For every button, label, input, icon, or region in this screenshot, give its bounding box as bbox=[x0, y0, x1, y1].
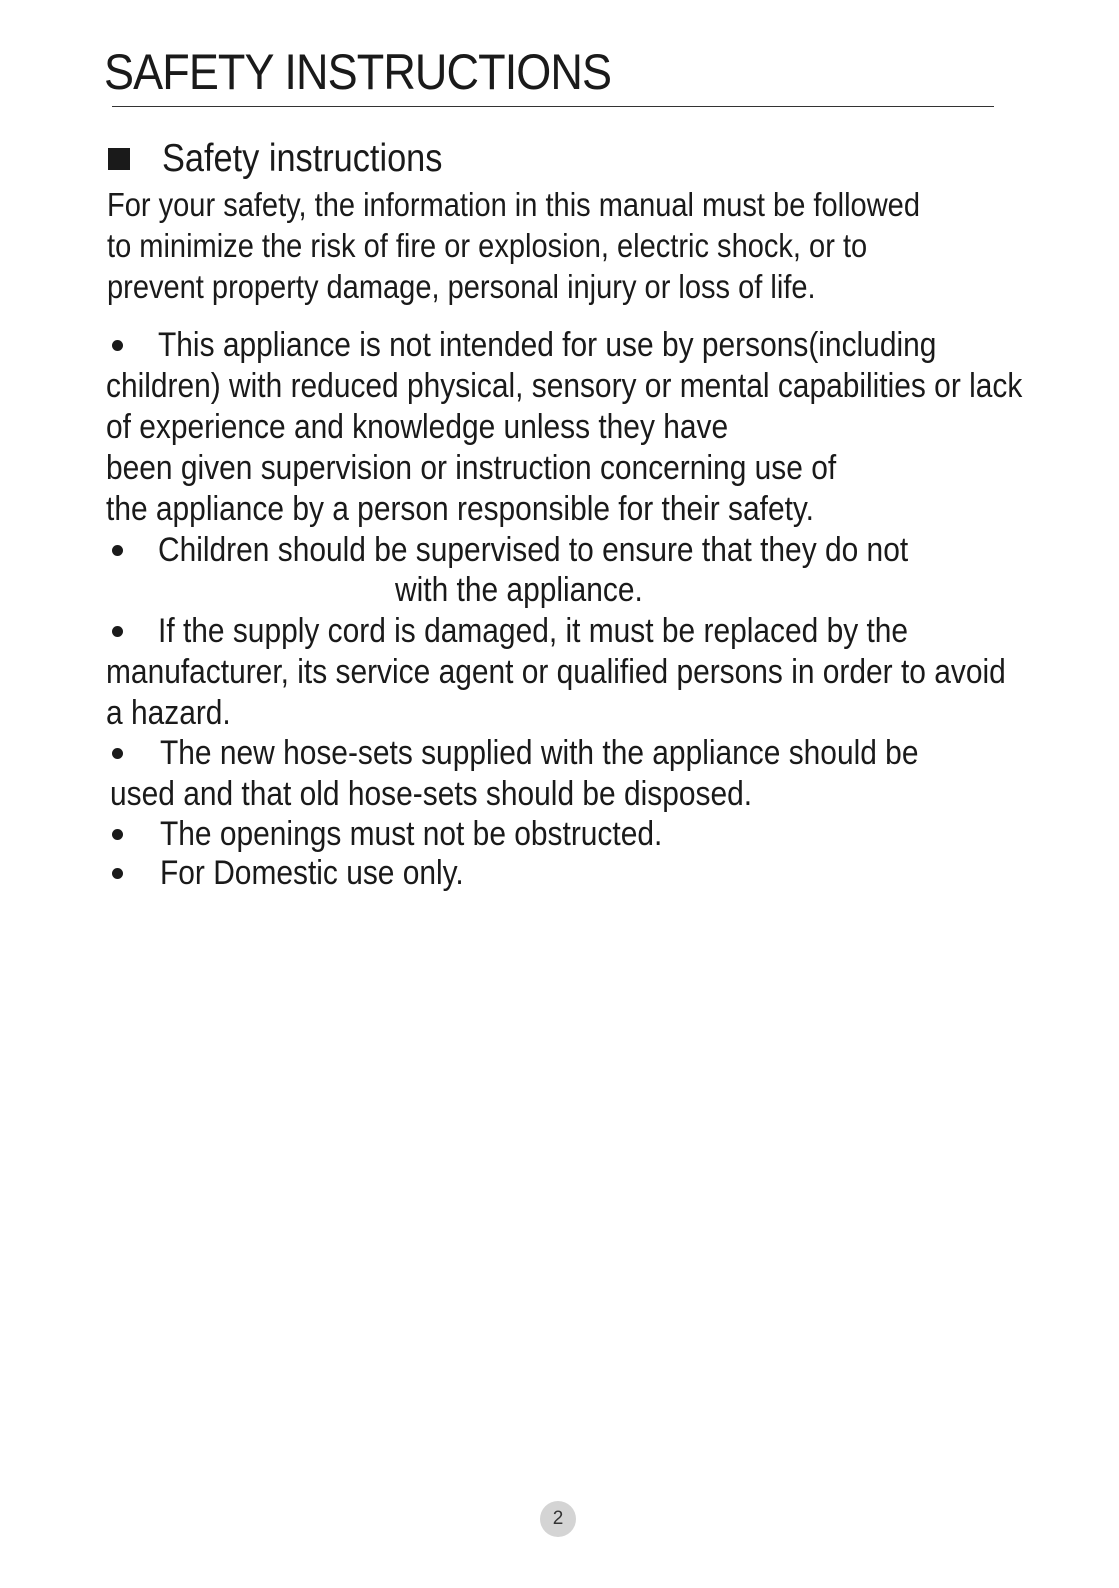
intro-line: For your safety, the information in this manual must be followed bbox=[107, 186, 920, 223]
bullet-line: been given supervision or instruction concerning use of bbox=[106, 449, 837, 487]
bullet-line: of experience and knowledge unless they have bbox=[106, 408, 729, 446]
page-number: 2 bbox=[540, 1501, 576, 1537]
bullet-dot-icon bbox=[112, 829, 123, 840]
section-title: Safety instructions bbox=[162, 137, 443, 180]
bullet-line: The new hose-sets supplied with the appliance should be bbox=[160, 734, 919, 772]
bullet-line: Children should be supervised to ensure that they do not bbox=[158, 531, 909, 569]
bullet-line: the appliance by a person responsible for their safety. bbox=[106, 490, 814, 528]
bullet-line: used and that old hose-sets should be disposed. bbox=[110, 775, 753, 813]
bullet-dot-icon bbox=[112, 868, 123, 879]
bullet-line: This appliance is not intended for use by persons(including bbox=[158, 326, 937, 364]
bullet-dot-icon bbox=[112, 545, 123, 556]
bullet-line: a hazard. bbox=[106, 694, 231, 732]
intro-line: to minimize the risk of fire or explosion, electric shock, or to bbox=[107, 227, 868, 264]
square-bullet-icon bbox=[108, 148, 130, 170]
bullet-dot-icon bbox=[112, 748, 123, 759]
bullet-line: If the supply cord is damaged, it must be replaced by the bbox=[158, 612, 909, 650]
bullet-line: The openings must not be obstructed. bbox=[160, 815, 663, 853]
bullet-line: with the appliance. bbox=[395, 571, 643, 609]
intro-line: prevent property damage, personal injury or loss of life. bbox=[107, 268, 816, 305]
bullet-line: manufacturer, its service agent or qualified persons in order to avoid bbox=[106, 653, 1006, 691]
section-heading bbox=[108, 134, 481, 184]
bullet-line: children) with reduced physical, sensory or mental capabilities or lack bbox=[106, 367, 1023, 405]
bullet-dot-icon bbox=[112, 626, 123, 637]
page-title: SAFETY INSTRUCTIONS bbox=[104, 44, 612, 100]
bullet-dot-icon bbox=[112, 340, 123, 351]
title-divider bbox=[112, 106, 994, 107]
intro-paragraph bbox=[107, 184, 1067, 307]
bullet-line: For Domestic use only. bbox=[160, 854, 464, 892]
